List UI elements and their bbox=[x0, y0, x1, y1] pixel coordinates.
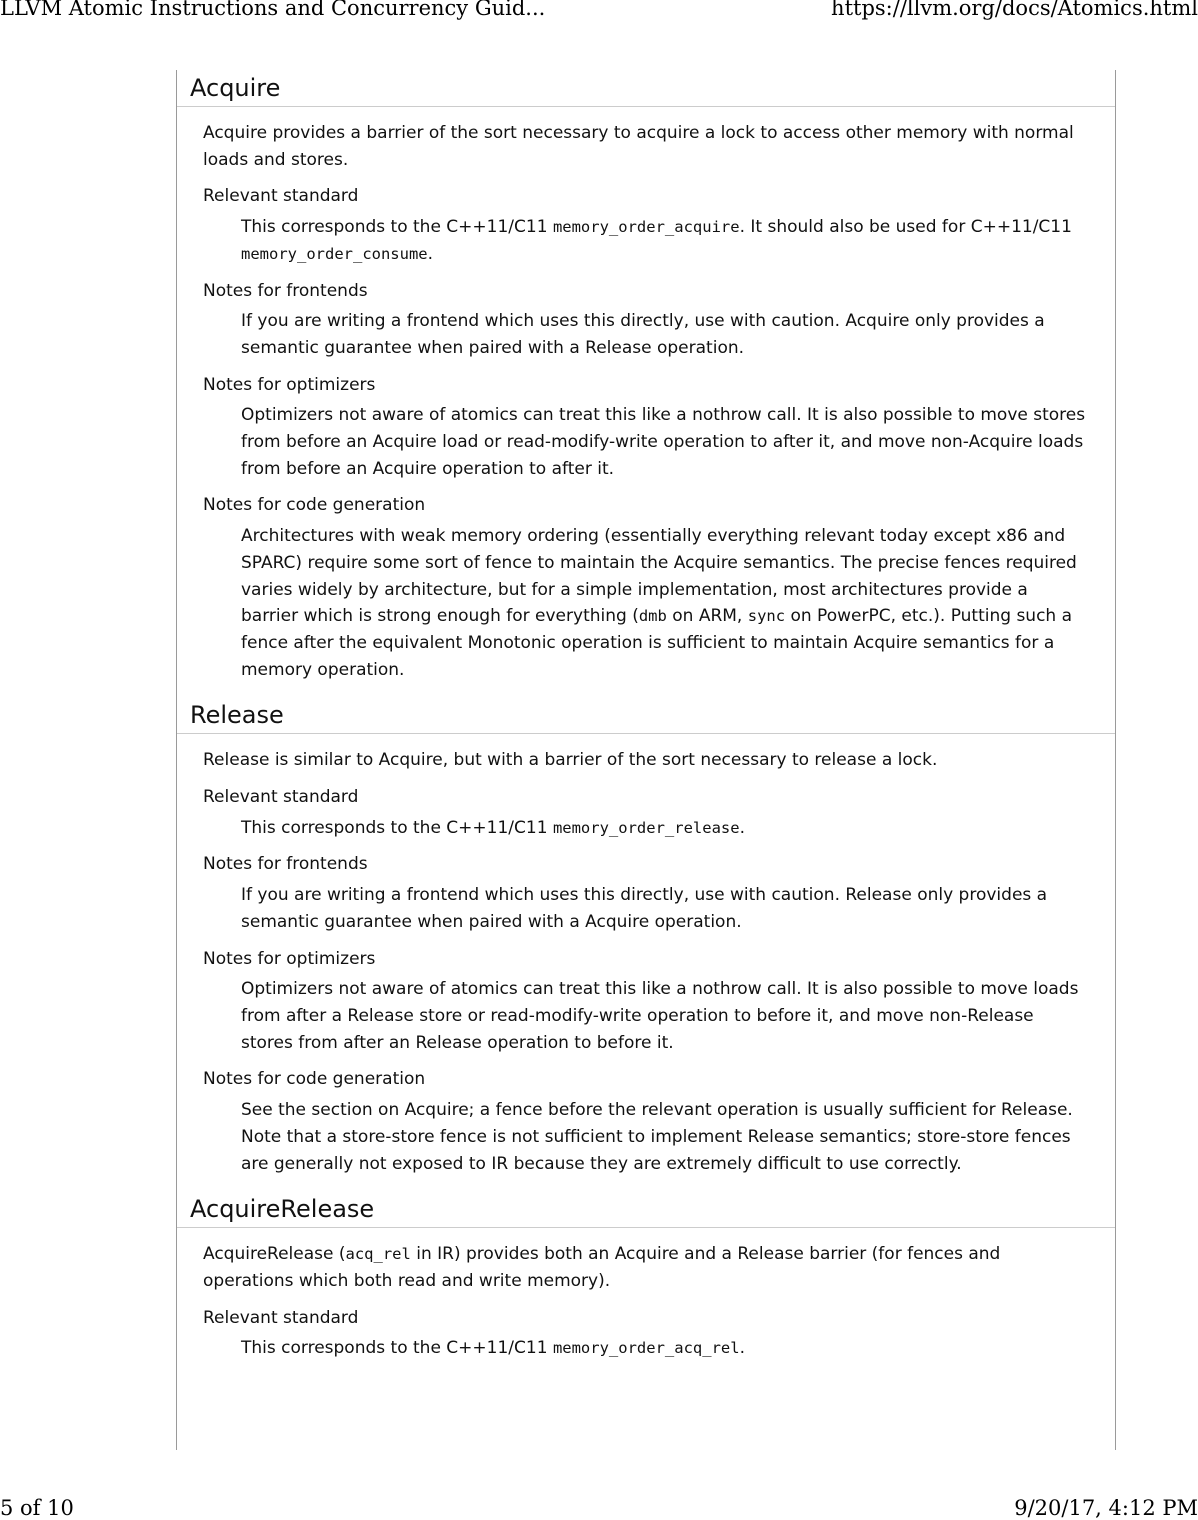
section-intro: Release is similar to Acquire, but with a barrier of the sort necessary to release a lock. bbox=[203, 750, 938, 771]
code-literal: sync bbox=[747, 607, 786, 626]
code-literal: memory_order_consume bbox=[241, 244, 428, 263]
section-intro: Acquire provides a barrier of the sort necessary to acquire a lock to access other memory with normal loads and stores. bbox=[203, 123, 1074, 170]
code-literal: dmb bbox=[638, 607, 667, 626]
term-notes-optimizers: Notes for optimizers bbox=[203, 948, 376, 969]
term-notes-codegen: Notes for code generation bbox=[203, 1069, 426, 1090]
section-release bbox=[177, 697, 1115, 1177]
section-heading-release: Release bbox=[177, 697, 1115, 734]
section-intro: AcquireRelease (acq_rel in IR) provides both an Acquire and a Release barrier (for fences and operations which both read and write memory). bbox=[203, 1244, 1001, 1291]
definition-notes-codegen: See the section on Acquire; a fence before the relevant operation is usually sufficient for Release. Note that a store-store fence is not sufficient to implement Release semantics; store-store fences are generally not exposed to IR because they are extremely difficult to use correctly. bbox=[241, 1100, 1073, 1174]
definition-notes-frontends: If you are writing a frontend which uses this directly, use with caution. Acquire only provides a semantic guarantee when paired with a Release operation. bbox=[241, 311, 1045, 358]
term-notes-frontends: Notes for frontends bbox=[203, 280, 368, 301]
print-footer bbox=[0, 1496, 1198, 1520]
definition-notes-frontends: If you are writing a frontend which uses this directly, use with caution. Release only provides a semantic guarantee when paired with a Acquire operation. bbox=[241, 885, 1048, 932]
term-notes-optimizers: Notes for optimizers bbox=[203, 374, 376, 395]
page-number: 5 of 10 bbox=[0, 1496, 74, 1520]
code-literal: memory_order_acquire bbox=[552, 218, 740, 237]
definition-list bbox=[203, 784, 1115, 1177]
term-relevant-standard: Relevant standard bbox=[203, 1307, 359, 1328]
print-header-url: https://llvm.org/docs/Atomics.html bbox=[831, 0, 1198, 20]
section-acquire bbox=[177, 70, 1115, 683]
definition-relevant-standard: This corresponds to the C++11/C11 memory_order_acquire. It should also be used for C++11/C11 memory_order_consume. bbox=[241, 217, 1072, 264]
definition-list bbox=[203, 1305, 1115, 1362]
term-relevant-standard: Relevant standard bbox=[203, 186, 359, 207]
definition-relevant-standard: This corresponds to the C++11/C11 memory_order_acq_rel. bbox=[241, 1338, 745, 1359]
print-header-title: LLVM Atomic Instructions and Concurrency Guid... bbox=[0, 0, 546, 20]
definition-notes-codegen: Architectures with weak memory ordering (essentially everything relevant today except x86 and SPARC) require some sort of fence to maintain the Acquire semantics. The precise fences required varies widely by architecture, but for a simple implementation, most architectures provide a barrier which is strong enough for everything (dmb on ARM, sync on PowerPC, etc.). Putting such a fence after the equivalent Monotonic operation is sufficient to maintain Acquire semantics for a memory operation. bbox=[241, 526, 1077, 680]
section-heading-acquire-release: AcquireRelease bbox=[177, 1191, 1115, 1228]
term-relevant-standard: Relevant standard bbox=[203, 787, 359, 808]
print-datetime: 9/20/17, 4:12 PM bbox=[1014, 1496, 1198, 1520]
definition-list bbox=[203, 183, 1115, 683]
document-body bbox=[176, 70, 1116, 1450]
code-literal: acq_rel bbox=[345, 1245, 411, 1264]
term-notes-frontends: Notes for frontends bbox=[203, 854, 368, 875]
code-literal: memory_order_release bbox=[552, 818, 740, 837]
code-literal: memory_order_acq_rel bbox=[552, 1339, 740, 1358]
print-header bbox=[0, 0, 1198, 20]
definition-notes-optimizers: Optimizers not aware of atomics can treat this like a nothrow call. It is also possible to move loads from after a Release store or read-modify-write operation to before it, and move non-Release stores from after an Release operation to before it. bbox=[241, 979, 1079, 1053]
definition-notes-optimizers: Optimizers not aware of atomics can treat this like a nothrow call. It is also possible to move stores from before an Acquire load or read-modify-write operation to after it, and move non-Acquire loads from before an Acquire operation to after it. bbox=[241, 405, 1086, 479]
section-acquire-release bbox=[177, 1191, 1115, 1362]
section-heading-acquire: Acquire bbox=[177, 70, 1115, 107]
term-notes-codegen: Notes for code generation bbox=[203, 495, 426, 516]
definition-relevant-standard: This corresponds to the C++11/C11 memory_order_release. bbox=[241, 817, 745, 838]
